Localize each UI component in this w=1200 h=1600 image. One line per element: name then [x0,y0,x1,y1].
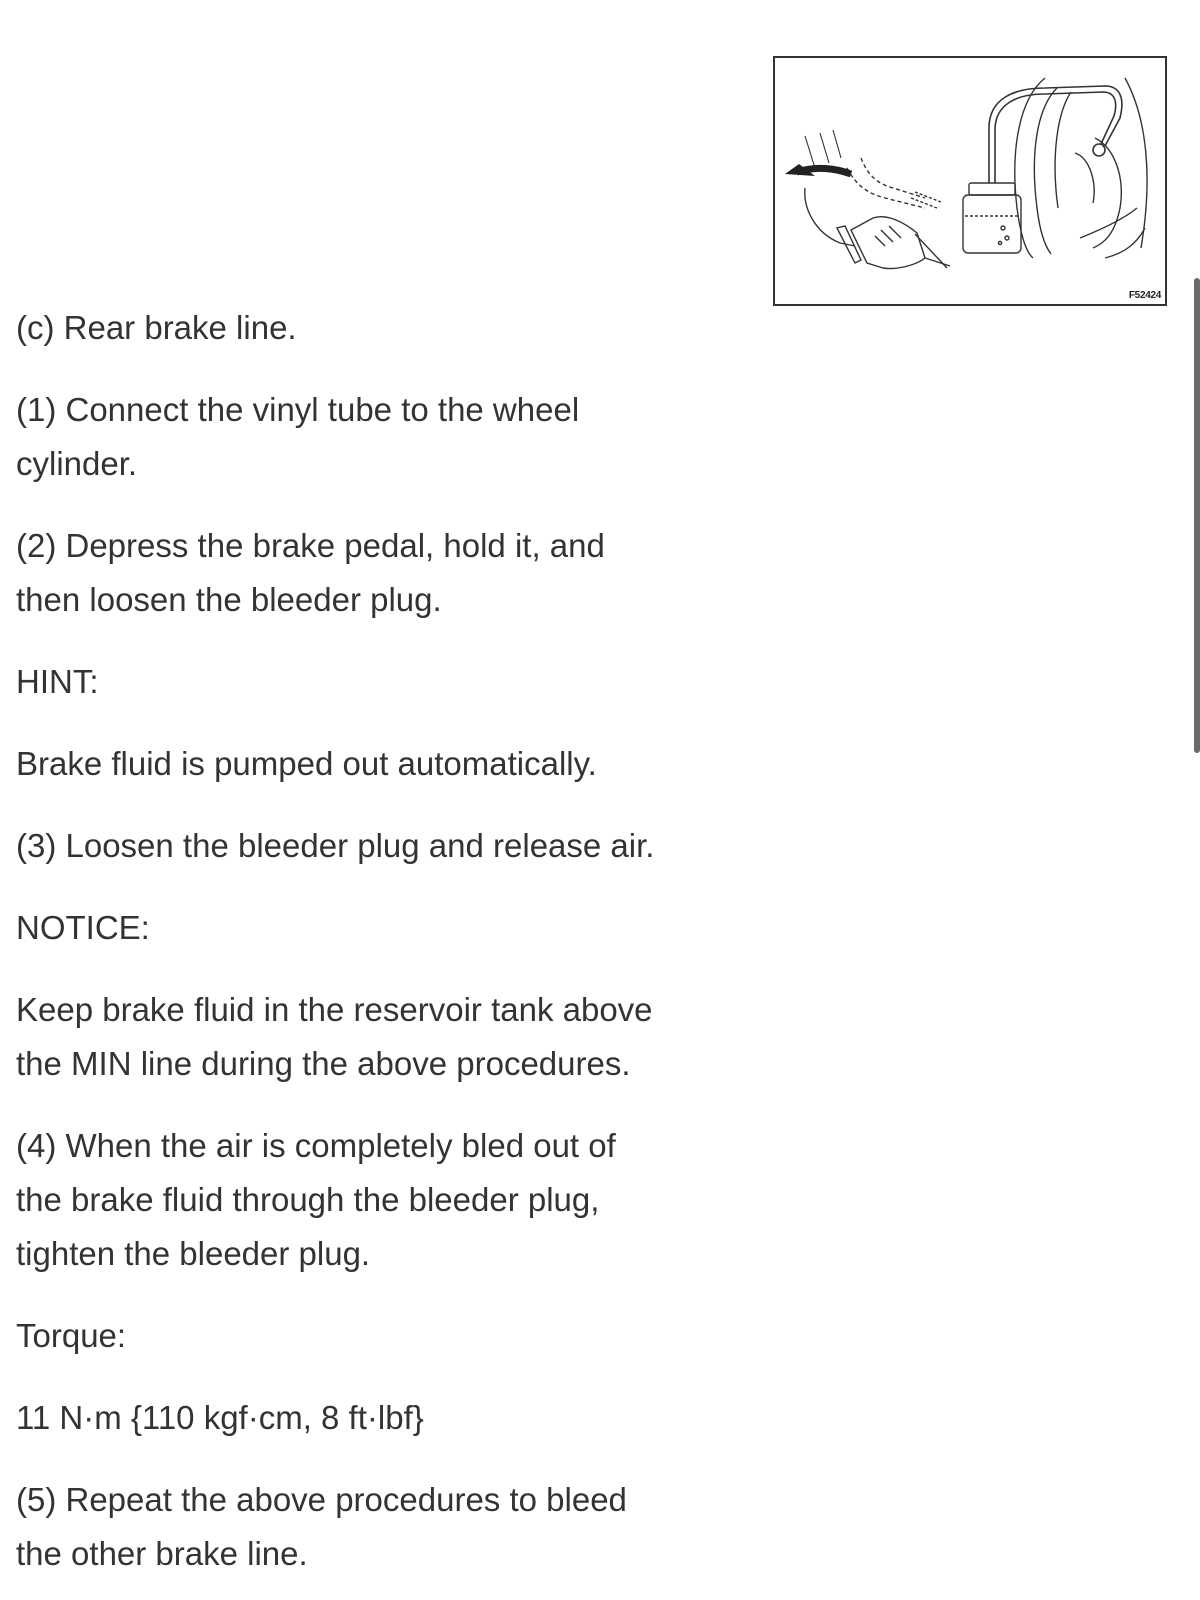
press-arrow-icon [785,164,851,176]
hint-label: HINT: [16,663,99,700]
notice-line-2: the MIN line during the above procedures. [16,1045,631,1082]
step-4-line-2: the brake fluid through the bleeder plug, [16,1181,600,1218]
step-3: (3) Loosen the bleeder plug and release air. [16,827,655,864]
wheel-icon [1015,78,1147,258]
step-4-line-1: (4) When the air is completely bled out of [16,1127,616,1164]
step-5-line-2: the other brake line. [16,1535,308,1572]
notice-label: NOTICE: [16,909,150,946]
brake-bleeding-illustration [773,56,1167,306]
container-icon [963,183,1021,253]
step-1-line-2: cylinder. [16,445,138,482]
step-1-line-1: (1) Connect the vinyl tube to the wheel [16,391,580,428]
foot-icon [851,217,950,269]
notice-line-1: Keep brake fluid in the reservoir tank above [16,991,653,1028]
section-heading: (c) Rear brake line. [16,309,297,346]
figure-code: F52424 [1128,290,1161,301]
step-2-line-2: then loosen the bleeder plug. [16,581,442,618]
hint-text: Brake fluid is pumped out automatically. [16,745,597,782]
torque-label: Torque: [16,1317,127,1354]
torque-value: 11 N·m {110 kgf·cm, 8 ft·lbf} [16,1399,424,1436]
step-5-line-1: (5) Repeat the above procedures to bleed [16,1481,627,1518]
step-4-line-3: tighten the bleeder plug. [16,1235,371,1272]
vertical-scrollbar[interactable] [1194,278,1200,753]
illustration-drawing [775,58,1165,304]
step-2-line-1: (2) Depress the brake pedal, hold it, and [16,527,605,564]
